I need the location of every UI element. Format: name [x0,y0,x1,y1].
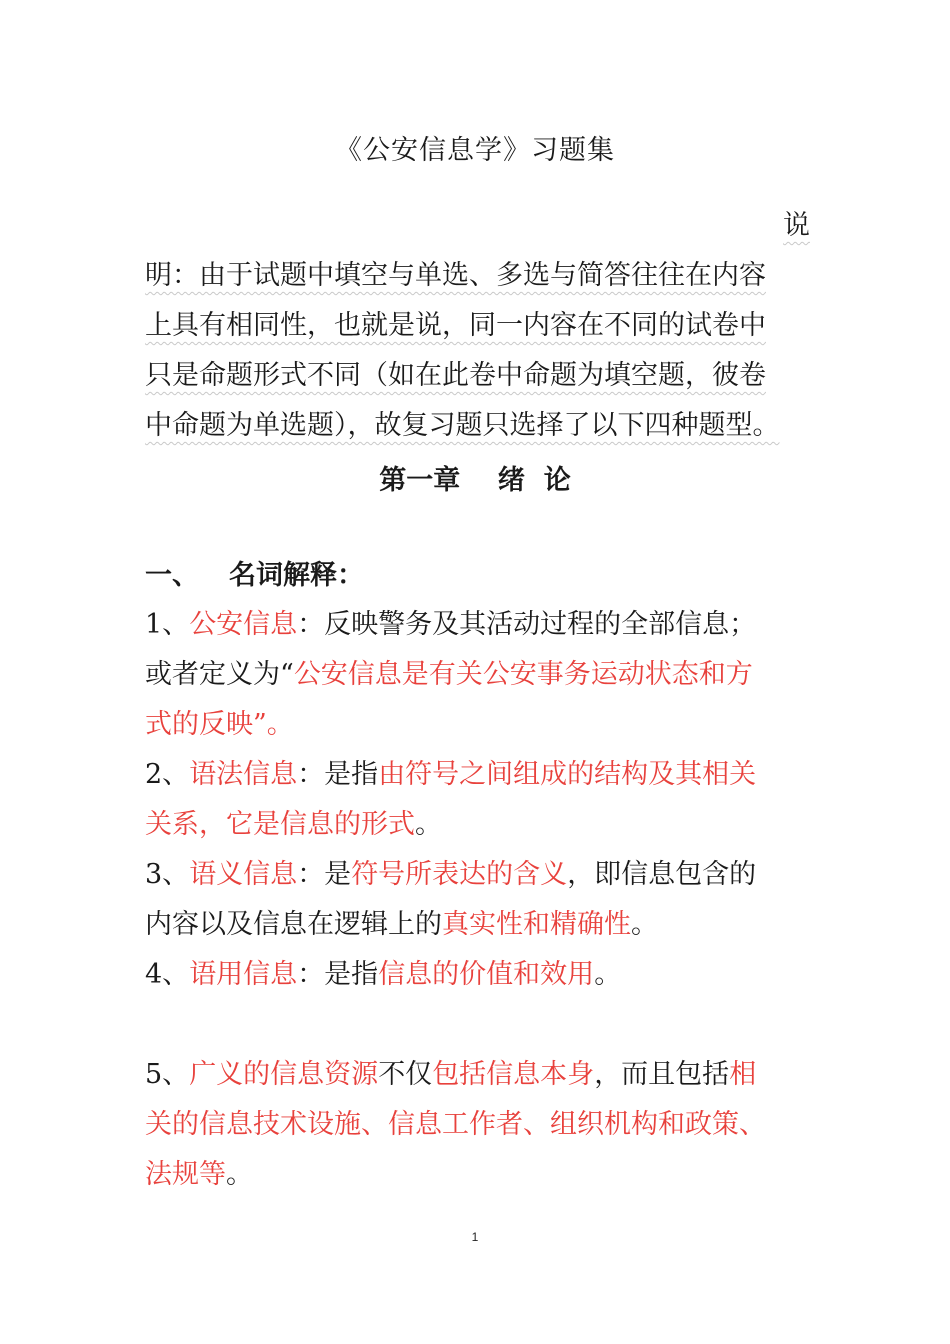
term-5-line-2 [145,1107,810,1143]
term-name: 公安信息 [189,609,298,640]
term-definition: 关系，它是信息的形式 [145,809,415,840]
term-text: 。 [594,959,622,990]
note-text: 中命题为单选题），故复习题只选择了以下四种题型。 [145,410,780,441]
term-definition: 法规等 [145,1159,226,1190]
term-text: 内容以及信息在逻辑上的 [145,909,442,940]
term-1-line-3 [145,707,810,743]
term-number: 4、 [145,959,190,990]
term-3-line-1 [145,857,810,893]
term-definition: 相 [729,1059,757,1090]
term-name: 语义信息 [189,859,298,890]
term-1-line-1 [145,607,810,643]
section-heading [145,558,810,594]
term-number: 5、 [145,1059,190,1090]
term-text: ：是指 [297,759,379,790]
term-definition: 包括信息本身 [432,1059,595,1090]
note-text: 说 [783,210,810,241]
term-name: 广义的信息资源 [189,1059,379,1090]
term-definition: 信息的价值和效用 [378,959,595,990]
term-text: 。 [415,809,442,840]
term-1-line-2 [145,657,810,693]
term-4-line-1 [145,957,810,993]
chapter-heading: 第一章 绪 论 [379,465,571,496]
page-number: 1 [471,1230,479,1244]
note-line-3 [145,308,810,344]
section-number: 一、 [145,560,199,591]
term-text: 。 [631,909,658,940]
term-definition: 由符号之间组成的结构及其相关 [378,759,757,790]
term-text: ：是 [297,859,352,890]
term-name: 语法信息 [189,759,298,790]
term-text: ，即信息包含的 [567,859,757,890]
term-definition: 真实性和精确性 [442,909,631,940]
term-text: 。 [226,1159,253,1190]
term-text: 或者定义为“ [145,659,294,690]
term-name: 语用信息 [189,959,298,990]
note-text: 只是命题形式不同（如在此卷中命题为填空题，彼卷 [145,360,766,391]
note-text: 上具有相同性，也就是说，同一内容在不同的试卷中 [145,310,766,341]
term-number: 3、 [145,859,190,890]
term-5-line-1 [145,1057,810,1093]
term-text: ，而且包括 [594,1059,730,1090]
term-5-line-3 [145,1157,810,1193]
term-3-line-2 [145,907,810,943]
note-line-4 [145,358,810,394]
term-definition: 公安信息是有关公安事务运动状态和方 [293,659,753,690]
section-label: 名词解释： [229,560,364,591]
note-text: 明：由于试题中填空与单选、多选与简答往往在内容 [145,260,766,291]
note-line-1 [145,208,810,244]
note-line-2 [145,258,810,294]
term-definition: 关的信息技术设施、信息工作者、组织机构和政策、 [145,1109,766,1140]
note-line-5 [145,408,810,444]
term-text: ：是指 [297,959,379,990]
term-number: 1、 [145,609,190,640]
term-2-line-2 [145,807,810,843]
term-definition: 式的反映”。 [145,709,294,740]
term-text: ：反映警务及其活动过程的全部信息； [297,609,757,640]
term-text: 不仅 [378,1059,433,1090]
document-title: 《公安信息学》习题集 [335,135,615,166]
term-2-line-1 [145,757,810,793]
term-definition: 符号所表达的含义 [351,859,568,890]
term-number: 2、 [145,759,190,790]
